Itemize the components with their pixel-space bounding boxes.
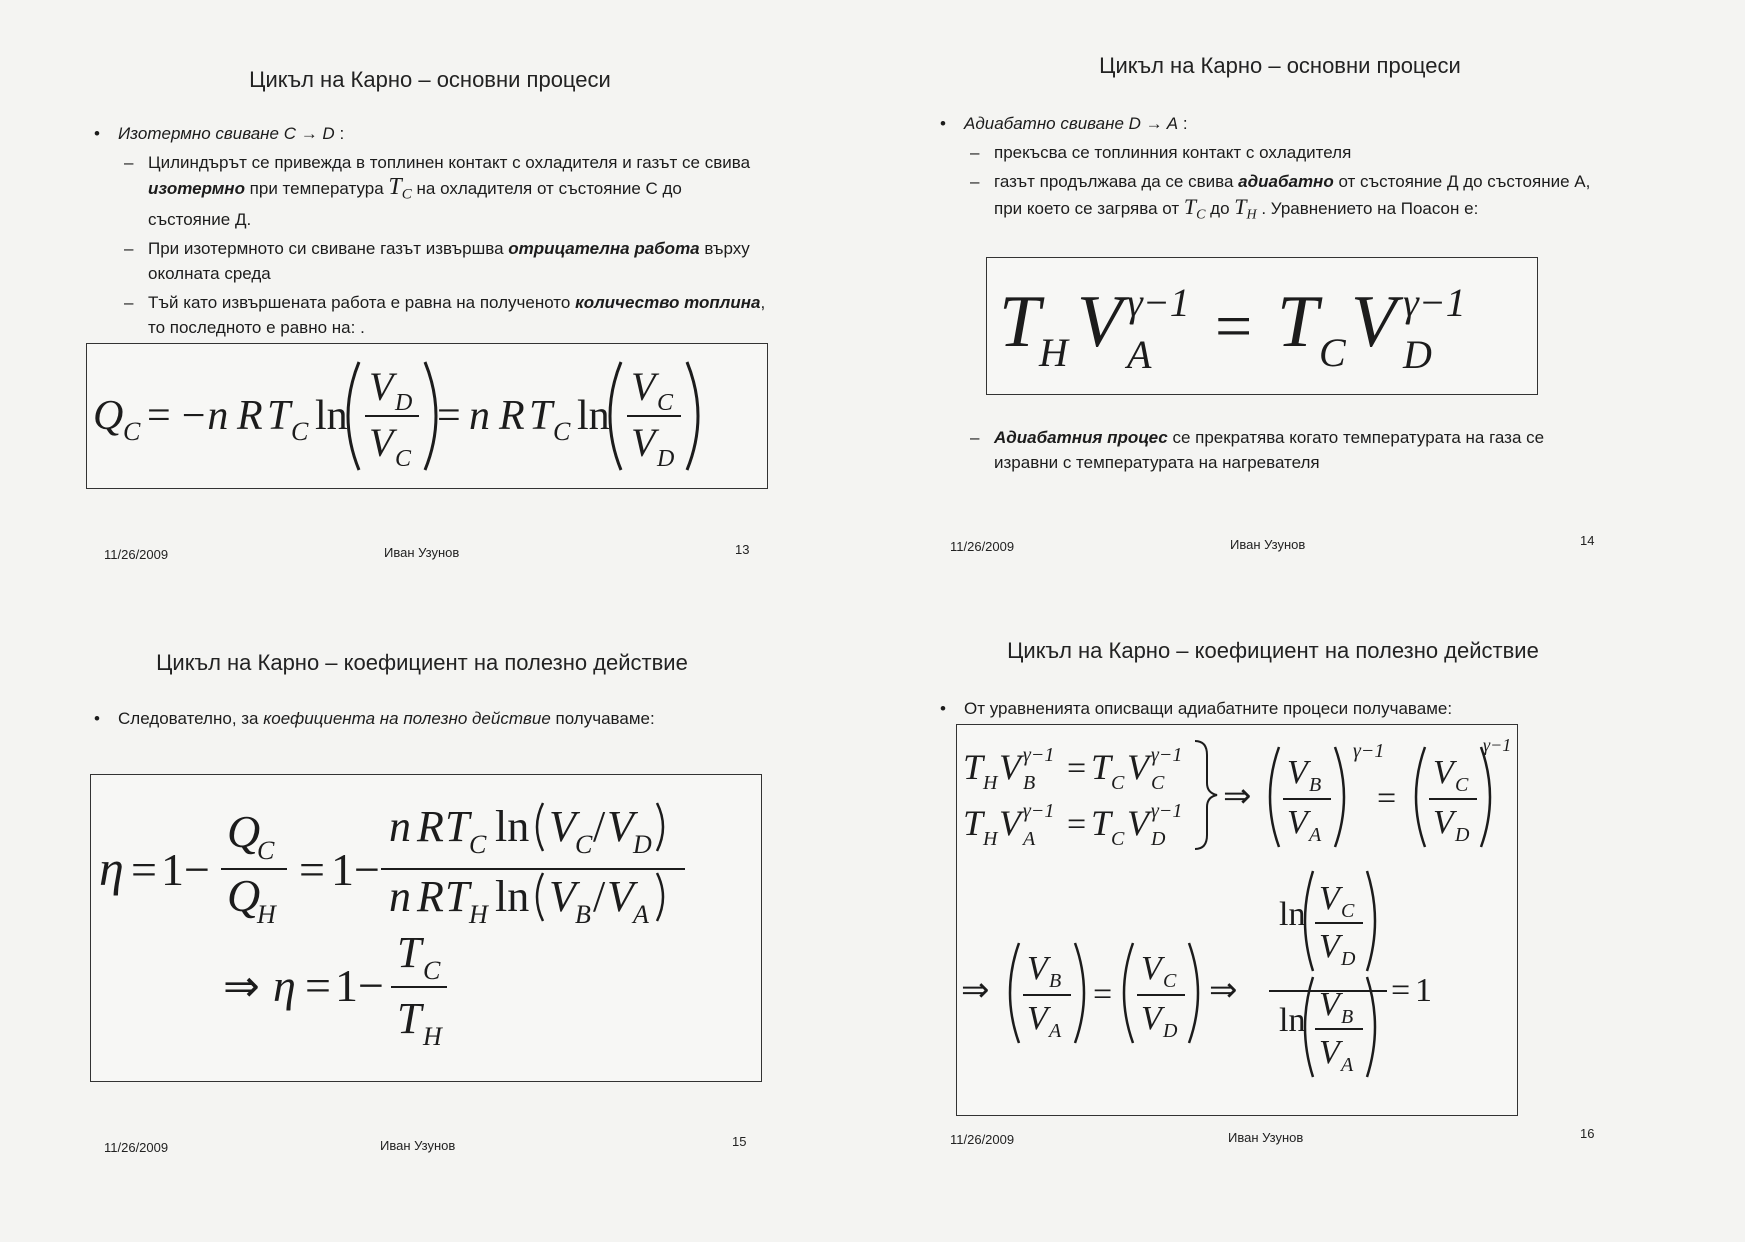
svg-text:=: =: [1067, 750, 1087, 787]
footer-date: 11/26/2009: [104, 547, 169, 562]
svg-text:γ−1: γ−1: [1151, 800, 1183, 822]
svg-text:ln: ln: [1279, 896, 1306, 933]
svg-text:Q: Q: [227, 806, 261, 857]
svg-text:γ−1: γ−1: [1403, 280, 1466, 325]
svg-text:H: H: [257, 900, 276, 929]
svg-text:C: C: [423, 956, 441, 985]
svg-text:V: V: [1127, 747, 1149, 787]
svg-text:−n: −n: [179, 393, 229, 439]
formula-heat: [87, 344, 767, 488]
svg-text:V: V: [549, 802, 576, 851]
svg-text:γ−1: γ−1: [1023, 744, 1055, 766]
svg-text:⇒: ⇒: [1223, 778, 1252, 815]
svg-text:⇒: ⇒: [223, 962, 260, 1011]
bullet-list: [88, 121, 768, 344]
bullet-heading: Адиабатно свиване D → A: [964, 114, 1179, 133]
svg-text:D: D: [395, 390, 413, 416]
svg-text:R: R: [237, 393, 263, 439]
svg-text:γ−1: γ−1: [1023, 800, 1055, 822]
svg-text:C: C: [1341, 900, 1355, 922]
formula-box: [956, 724, 1518, 1116]
svg-text:T: T: [267, 393, 291, 439]
svg-text:V: V: [1433, 754, 1454, 791]
svg-text:T: T: [397, 994, 422, 1043]
svg-text:V: V: [549, 872, 576, 921]
slide-15: [80, 640, 780, 1160]
svg-text:A: A: [1023, 828, 1036, 850]
svg-text:γ−1: γ−1: [1353, 740, 1385, 762]
svg-text:C: C: [1111, 772, 1125, 794]
footer-page-number: 13: [735, 542, 750, 557]
footer-author: Иван Узунов: [1228, 1130, 1304, 1145]
svg-text:=: =: [1093, 976, 1113, 1013]
svg-text:R: R: [417, 872, 444, 921]
sub-item: – Тъй като извършената работа е равна на полученото количество топлина, то последното е равно на: .: [118, 290, 768, 340]
svg-text:C: C: [257, 836, 275, 865]
slide-title: Цикъл на Карно – коефициент на полезно действие: [1007, 638, 1539, 663]
svg-text:=: =: [299, 844, 325, 895]
svg-text:T: T: [1091, 803, 1112, 843]
svg-text:1−: 1−: [335, 960, 384, 1011]
footer-page-number: 14: [1580, 533, 1595, 548]
svg-text:H: H: [423, 1022, 442, 1051]
slide-title: Цикъл на Карно – основни процеси: [249, 67, 611, 92]
footer-author: Иван Узунов: [384, 545, 460, 560]
svg-text:n: n: [389, 872, 411, 921]
svg-text:V: V: [999, 747, 1021, 787]
svg-text:V: V: [1319, 880, 1340, 917]
svg-text:=: =: [131, 844, 157, 895]
svg-text:H: H: [469, 900, 488, 929]
svg-text:D: D: [633, 830, 652, 859]
formula-efficiency: [91, 775, 761, 1081]
svg-text:D: D: [1151, 828, 1166, 850]
svg-text:V: V: [1433, 804, 1454, 841]
bullet-list: [934, 111, 1604, 231]
svg-text:H: H: [983, 772, 998, 794]
footer-page-number: 15: [732, 1134, 747, 1149]
bullet-item: • Адиабатно свиване D → A : – прекъсва се топлинния контакт с охладителя – газът продължава да се свива адиабатно от състояние Д до състояние А, при което се загрява от $T_C$ до $T_H$ . Уравнението на Поасон е:: [934, 111, 1604, 227]
svg-text:B: B: [1049, 970, 1062, 992]
svg-text:ln: ln: [315, 393, 348, 439]
footer-author: Иван Узунов: [380, 1138, 456, 1153]
footer-page-number: 16: [1580, 1126, 1595, 1141]
svg-text:γ−1: γ−1: [1127, 280, 1190, 325]
svg-text:C: C: [1151, 772, 1165, 794]
slide-title: Цикъл на Карно – основни процеси: [1099, 53, 1461, 78]
footer-date: 11/26/2009: [104, 1140, 169, 1155]
slide-16: [930, 628, 1630, 1148]
svg-text:V: V: [1027, 1000, 1048, 1037]
svg-text:C: C: [1163, 970, 1177, 992]
svg-text:Q: Q: [227, 870, 261, 921]
svg-text:V: V: [1077, 281, 1123, 363]
svg-text:H: H: [1039, 330, 1068, 375]
svg-text:R: R: [417, 802, 444, 851]
bullet-item: • Следователно, за коефициента на полезно действие получаваме:: [88, 706, 708, 731]
svg-text:B: B: [1023, 772, 1036, 794]
svg-text:T: T: [1277, 281, 1319, 363]
svg-text:1−: 1−: [161, 844, 210, 895]
bullet-list: [934, 696, 1574, 721]
svg-text:D: D: [1403, 332, 1432, 377]
svg-text:T: T: [999, 281, 1041, 363]
note-list: [964, 425, 1604, 479]
formula-adiabatic-ratio: [957, 725, 1517, 1115]
svg-text:A: A: [1341, 1054, 1354, 1076]
svg-text:n: n: [469, 393, 490, 439]
svg-text:T: T: [445, 802, 470, 851]
svg-text:T: T: [529, 393, 553, 439]
svg-text:V: V: [1319, 1034, 1340, 1071]
bullet-list: [88, 706, 708, 731]
svg-text:=: =: [437, 393, 461, 439]
sub-item: – газът продължава да се свива адиабатно от състояние Д до състояние А, при което се загрява от $T_C$ до $T_H$ . Уравнението на Поасон е:: [964, 169, 1604, 227]
svg-text:T: T: [963, 803, 984, 843]
svg-text:A: A: [1049, 1020, 1062, 1042]
svg-text:T: T: [963, 747, 984, 787]
svg-text:V: V: [607, 802, 634, 851]
svg-text:D: D: [1163, 1020, 1178, 1042]
svg-text:C: C: [395, 446, 412, 472]
bullet-heading: Изотермно свиване C → D: [118, 124, 335, 143]
svg-text:A: A: [1309, 824, 1322, 846]
svg-text:T: T: [445, 872, 470, 921]
svg-text:T: T: [1091, 747, 1112, 787]
svg-text:R: R: [499, 393, 525, 439]
footer-date: 11/26/2009: [950, 1132, 1015, 1147]
bullet-item: • Изотермно свиване C → D : – Цилиндърът се привежда в топлинен контакт с охладителя и газът се свива изотермно при температура $T_C$ на охладителя от състояние С до състояние Д. – При изотермното си свиване газът извършва отрицателна работа върху околната среда – Тъй като извършената работа е равна на полученото количество топлина, то последното е равно на: .: [88, 121, 768, 340]
svg-text:C: C: [291, 417, 309, 446]
svg-text:V: V: [631, 420, 656, 465]
svg-text:η: η: [99, 840, 124, 896]
formula-box: [986, 257, 1538, 395]
svg-text:A: A: [1127, 332, 1152, 377]
svg-text:=: =: [1377, 780, 1397, 817]
formula-poisson: [987, 258, 1537, 394]
svg-text:C: C: [575, 830, 593, 859]
svg-text:1: 1: [1415, 972, 1432, 1009]
svg-text:A: A: [633, 900, 649, 929]
formula-box: [86, 343, 768, 489]
svg-text:V: V: [1141, 1000, 1162, 1037]
sub-item: – Адиабатния процес се прекратява когато температурата на газа се изравни с температурата на нагревателя: [964, 425, 1604, 475]
svg-text:V: V: [1287, 754, 1308, 791]
svg-text:V: V: [607, 872, 634, 921]
svg-text:V: V: [1319, 928, 1340, 965]
svg-text:C: C: [1111, 828, 1125, 850]
svg-text:V: V: [1127, 803, 1149, 843]
svg-text:/: /: [593, 872, 606, 921]
svg-text:B: B: [1341, 1006, 1354, 1028]
footer-date: 11/26/2009: [950, 539, 1015, 554]
slide-13: [80, 55, 780, 575]
svg-text:B: B: [1309, 774, 1322, 796]
svg-text:B: B: [575, 900, 591, 929]
svg-text:T: T: [397, 928, 422, 977]
svg-text:/: /: [593, 802, 606, 851]
svg-text:=: =: [1215, 290, 1253, 363]
svg-text:γ−1: γ−1: [1151, 744, 1183, 766]
svg-text:n: n: [389, 802, 411, 851]
svg-text:ln: ln: [495, 802, 530, 851]
footer-author: Иван Узунов: [1230, 537, 1306, 552]
svg-text:D: D: [1455, 824, 1470, 846]
svg-text:Q: Q: [93, 393, 124, 439]
svg-text:D: D: [657, 446, 675, 472]
sub-item: – При изотермното си свиване газът извършва отрицателна работа върху околната среда: [118, 236, 768, 286]
svg-text:V: V: [1319, 986, 1340, 1023]
svg-text:1−: 1−: [331, 844, 380, 895]
svg-text:C: C: [553, 417, 571, 446]
svg-text:C: C: [1319, 330, 1346, 375]
svg-text:=: =: [1067, 806, 1087, 843]
svg-text:C: C: [657, 390, 674, 416]
svg-text:C: C: [123, 417, 141, 446]
svg-text:=: =: [147, 393, 171, 439]
svg-text:=: =: [1391, 972, 1411, 1009]
svg-text:⇒: ⇒: [961, 972, 990, 1009]
svg-text:ln: ln: [577, 393, 610, 439]
svg-text:V: V: [1141, 950, 1162, 987]
svg-text:C: C: [469, 830, 487, 859]
svg-text:V: V: [369, 420, 394, 465]
svg-text:V: V: [1027, 950, 1048, 987]
slide-title: Цикъл на Карно – коефициент на полезно действие: [156, 650, 688, 675]
svg-text:H: H: [983, 828, 998, 850]
svg-text:η: η: [273, 960, 296, 1011]
svg-text:V: V: [631, 364, 656, 409]
formula-box: [90, 774, 762, 1082]
slide-14: [930, 45, 1630, 565]
svg-text:V: V: [1351, 281, 1397, 363]
svg-text:V: V: [999, 803, 1021, 843]
svg-text:γ−1: γ−1: [1483, 735, 1512, 755]
svg-text:C: C: [1455, 774, 1469, 796]
bullet-item: • От уравненията описващи адиабатните процеси получаваме:: [934, 696, 1574, 721]
svg-text:=: =: [305, 960, 331, 1011]
svg-text:⇒: ⇒: [1209, 972, 1238, 1009]
svg-text:ln: ln: [495, 872, 530, 921]
sub-item: – прекъсва се топлинния контакт с охладителя: [964, 140, 1604, 165]
svg-text:D: D: [1341, 948, 1356, 970]
svg-text:ln: ln: [1279, 1002, 1306, 1039]
sub-item: – Цилиндърът се привежда в топлинен контакт с охладителя и газът се свива изотермно при температура $T_C$ на охладителя от състояние С до състояние Д.: [118, 150, 768, 232]
svg-text:V: V: [369, 364, 394, 409]
svg-text:V: V: [1287, 804, 1308, 841]
